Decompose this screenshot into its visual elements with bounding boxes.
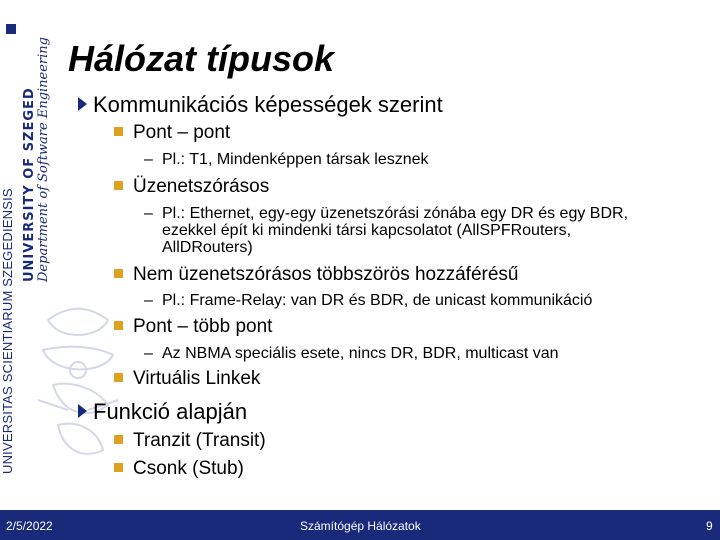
bullet-text: Pont – több pont (133, 316, 273, 337)
bullet-level2 (114, 122, 230, 144)
bullet-text: Virtuális Linkek (133, 368, 261, 389)
bullet-text: Pl.: Ethernet, egy-egy üzenetszórási zónába egy DR és egy BDR, ezekkel épít ki mindenki társi kapcsolatot (AllSPFRouters, AllDRouters) (162, 205, 629, 256)
university-latin-name: UNIVERSITAS SCIENTIARUM SZEGEDIENSIS (0, 188, 15, 474)
bullet-text: Funkció alapján (93, 399, 248, 424)
dash-bullet-icon: – (144, 151, 153, 168)
square-bullet-icon (114, 321, 123, 330)
bullet-text: Csonk (Stub) (133, 458, 244, 479)
bullet-text: Pl.: Frame-Relay: van DR és BDR, de unicast kommunikáció (162, 292, 593, 309)
slide-title: Hálózat típusok (68, 38, 335, 79)
dash-bullet-icon: – (144, 292, 153, 309)
bullet-level3 (144, 151, 644, 168)
footer-date: 2/5/2022 (6, 519, 53, 533)
bullet-level2 (114, 264, 518, 286)
triangle-bullet-icon (78, 97, 87, 111)
triangle-bullet-icon (78, 404, 87, 418)
dash-bullet-icon: – (144, 205, 153, 222)
university-english-name: UNIVERSITY OF SZEGED (22, 87, 37, 282)
bullet-level2 (114, 458, 244, 480)
footer-bar (0, 510, 720, 540)
square-bullet-icon (114, 127, 123, 136)
university-seal-watermark (28, 300, 128, 470)
bullet-text: Pont – pont (133, 122, 231, 143)
square-bullet-icon (114, 269, 123, 278)
bullet-level3 (144, 205, 644, 256)
bullet-level2 (114, 316, 272, 338)
bullet-text: Az NBMA speciális esete, nincs DR, BDR, multicast van (162, 345, 559, 362)
square-bullet-icon (114, 463, 123, 472)
footer-course: Számítógép Hálózatok (300, 519, 421, 533)
bullet-level2 (114, 176, 269, 198)
dash-bullet-icon: – (144, 345, 153, 362)
bullet-level1 (78, 399, 247, 425)
bullet-level3 (144, 345, 644, 362)
square-bullet-icon (114, 435, 123, 444)
bullet-text: Nem üzenetszórásos többszörös hozzáférésű (133, 264, 519, 285)
footer-page-number: 9 (706, 519, 713, 533)
bullet-text: Kommunikációs képességek szerint (93, 92, 443, 117)
bullet-text: Tranzit (Transit) (133, 430, 266, 451)
square-bullet-icon (114, 373, 123, 382)
bullet-level2 (114, 430, 266, 452)
bullet-text: Üzenetszórásos (133, 176, 270, 197)
bullet-level2 (114, 368, 260, 390)
bullet-level3 (144, 292, 644, 309)
square-bullet-icon (114, 181, 123, 190)
department-name: Department of Software Engineering (36, 36, 51, 282)
bullet-text: Pl.: T1, Mindenképpen társak lesznek (162, 151, 429, 168)
bullet-level1 (78, 92, 443, 118)
